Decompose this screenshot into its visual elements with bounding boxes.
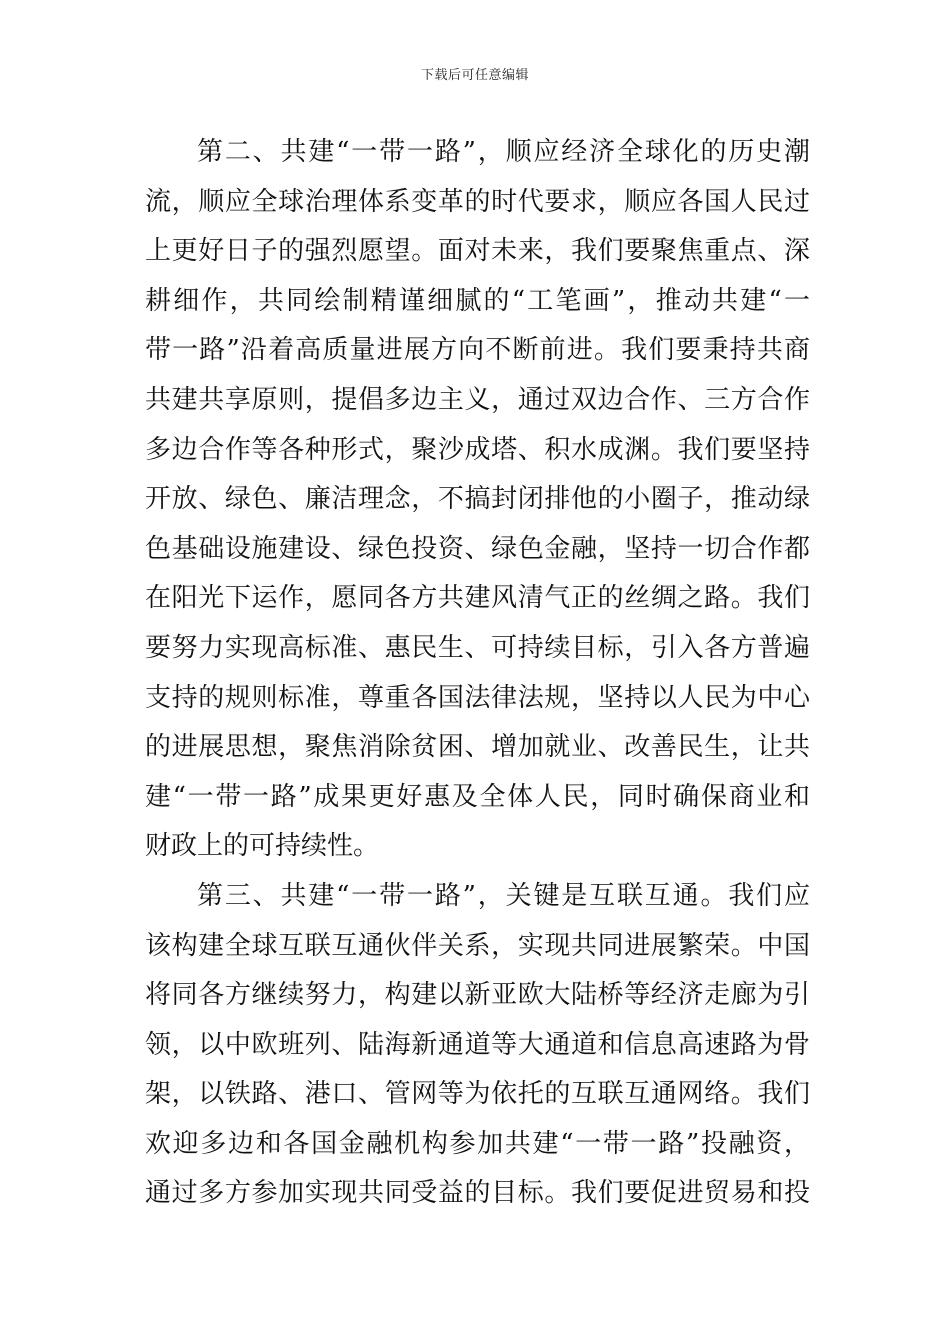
text-line: 开放、绿色、廉洁理念，不搞封闭排他的小圈子，推动绿 <box>145 484 810 515</box>
text-line: 第三、共建“一带一路”，关键是互联互通。我们应 <box>197 880 810 911</box>
text-line: 支持的规则标准，尊重各国法律法规，坚持以人民为中心 <box>145 682 810 713</box>
text-line: 第二、共建“一带一路”，顺应经济全球化的历史潮 <box>197 137 810 167</box>
text-line: 共建共享原则，提倡多边主义，通过双边合作、三方合作 <box>145 384 810 415</box>
text-line: 在阳光下运作，愿同各方共建风清气正的丝绸之路。我们 <box>145 583 810 614</box>
text-line: 耕细作，共同绘制精谨细腻的“工笔画”，推动共建“一 <box>145 285 810 316</box>
text-line: 架，以铁路、港口、管网等为依托的互联互通网络。我们 <box>145 1079 810 1110</box>
text-line: 色基础设施建设、绿色投资、绿色金融，坚持一切合作都 <box>145 533 810 564</box>
text-line: 通过多方参加实现共同受益的目标。我们要促进贸易和投 <box>145 1178 810 1209</box>
text-line: 财政上的可持续性。 <box>145 831 380 862</box>
paragraph-2 <box>145 128 810 872</box>
text-line: 要努力实现高标准、惠民生、可持续目标，引入各方普遍 <box>145 632 810 663</box>
text-line: 多边合作等各种形式，聚沙成塔、积水成渊。我们要坚持 <box>145 434 810 465</box>
text-line: 建“一带一路”成果更好惠及全体人民，同时确保商业和 <box>145 781 810 812</box>
text-line: 流，顺应全球治理体系变革的时代要求，顺应各国人民过 <box>145 186 810 217</box>
text-line: 领，以中欧班列、陆海新通道等大通道和信息高速路为骨 <box>145 1029 810 1060</box>
page-header-note: 下载后可任意编辑 <box>420 68 529 83</box>
text-line: 该构建全球互联互通伙伴关系，实现共同进展繁荣。中国 <box>145 930 810 961</box>
text-line: 上更好日子的强烈愿望。面对未来，我们要聚焦重点、深 <box>145 236 810 267</box>
text-line: 将同各方继续努力，构建以新亚欧大陆桥等经济走廊为引 <box>145 980 810 1011</box>
text-line: 带一路”沿着高质量进展方向不断前进。我们要秉持共商 <box>145 335 810 366</box>
paragraph-3 <box>145 872 810 1219</box>
text-line: 欢迎多边和各国金融机构参加共建“一带一路”投融资， <box>145 1128 810 1159</box>
document-body <box>145 128 810 1219</box>
text-line: 的进展思想，聚焦消除贫困、增加就业、改善民生，让共 <box>145 732 810 763</box>
